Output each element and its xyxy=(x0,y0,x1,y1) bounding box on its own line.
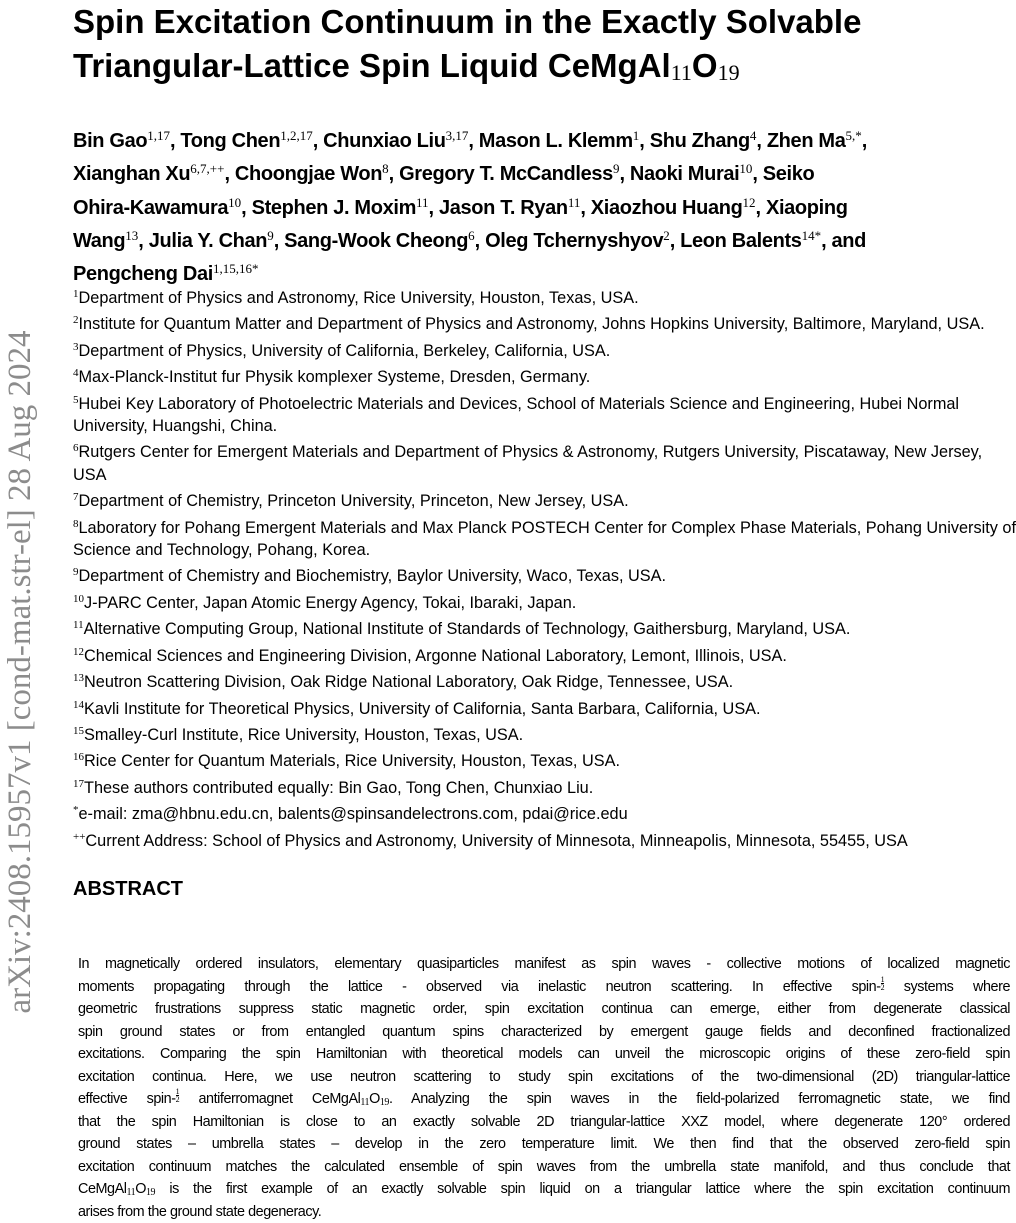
separator: , xyxy=(313,130,323,152)
text-run: is the first example of an exactly solvable spin liquid on a triangular lattice where the spin excitation continuum xyxy=(155,1181,1010,1197)
separator: , xyxy=(224,163,234,185)
abstract-line xyxy=(78,1088,1010,1111)
affiliation-number: 4 xyxy=(73,367,79,379)
affiliation-number: 1 xyxy=(73,288,79,300)
author-line xyxy=(73,122,1016,155)
affiliation-item xyxy=(73,283,1016,309)
text-run: moments propagating through the lattice - observed via inelastic neutron scattering. In effective spin- xyxy=(78,979,881,995)
text-run: Triangular-Lattice Spin Liquid CeMgAl xyxy=(73,47,671,84)
paper-title xyxy=(73,0,1013,95)
affiliation-number: 11 xyxy=(73,619,84,631)
affiliation-item xyxy=(73,614,1016,640)
text-run: arises from the ground state degeneracy. xyxy=(78,1204,321,1220)
text-run: excitation continua. Here, we use neutron scattering to study spin excitations of the two-dimensional (2D) triangular-lattice xyxy=(78,1069,1010,1085)
author-name: Xiaozhou Huang xyxy=(591,197,743,219)
author-affiliation-marks: 1,15,16* xyxy=(213,261,259,276)
affiliation-text: Neutron Scattering Division, Oak Ridge National Laboratory, Oak Ridge, Tennessee, USA. xyxy=(84,673,733,691)
author-name: Shu Zhang xyxy=(650,130,750,152)
author-line xyxy=(73,189,1016,222)
abstract-heading: ABSTRACT xyxy=(73,878,183,901)
affiliation-item xyxy=(73,826,1016,852)
affiliation-item xyxy=(73,694,1016,720)
separator: , xyxy=(170,130,180,152)
subscript: 11 xyxy=(360,1097,369,1108)
separator: , xyxy=(756,197,766,219)
author-affiliation-marks: 5,* xyxy=(845,128,861,143)
author-name: Mason L. Klemm xyxy=(479,130,633,152)
affiliation-number: 12 xyxy=(73,646,84,658)
numerator: 1 xyxy=(176,1088,180,1095)
denominator: 2 xyxy=(176,1095,180,1103)
separator: , xyxy=(619,163,629,185)
affiliation-number: * xyxy=(73,804,79,816)
author-name: Xiaoping xyxy=(766,197,848,219)
separator: , xyxy=(580,197,590,219)
affiliation-number: 6 xyxy=(73,442,79,454)
affiliation-number: 3 xyxy=(73,341,79,353)
author-name: Jason T. Ryan xyxy=(439,197,568,219)
text-run: In magnetically ordered insulators, elementary quasiparticles manifest as spin waves - collective motions of localized magnetic xyxy=(78,956,1010,972)
author-affiliation-marks: 3,17 xyxy=(446,128,469,143)
abstract-line xyxy=(78,1201,1010,1223)
text-run: that the spin Hamiltonian is close to an exactly solvable 2D triangular-lattice XXZ model, where degenerate 120° ordered xyxy=(78,1114,1010,1130)
affiliation-item xyxy=(73,437,1016,486)
author-affiliation-marks: 11 xyxy=(416,195,429,210)
text-run: CeMgAl xyxy=(78,1181,126,1197)
affiliation-text: These authors contributed equally: Bin Gao, Tong Chen, Chunxiao Liu. xyxy=(84,779,593,797)
separator: , xyxy=(241,197,251,219)
numerator: 1 xyxy=(881,976,885,983)
affiliation-item xyxy=(73,799,1016,825)
author-name: Tong Chen xyxy=(180,130,280,152)
author-affiliation-marks: 1 xyxy=(633,128,640,143)
affiliation-item xyxy=(73,389,1016,438)
affiliation-number: 14 xyxy=(73,699,84,711)
separator: , and xyxy=(821,230,866,252)
affiliation-number: 15 xyxy=(73,725,84,737)
affiliation-text: Chemical Sciences and Engineering Division, Argonne National Laboratory, Lemont, Illinois, USA. xyxy=(84,647,787,665)
abstract xyxy=(78,953,1010,1223)
affiliation-text: Department of Chemistry, Princeton University, Princeton, New Jersey, USA. xyxy=(79,492,629,510)
author-name: Julia Y. Chan xyxy=(149,230,267,252)
author-affiliation-marks: 1,17 xyxy=(147,128,170,143)
author-name: Chunxiao Liu xyxy=(323,130,445,152)
abstract-line xyxy=(78,1178,1010,1201)
text-run: excitations. Comparing the spin Hamiltonian with theoretical models can unveil the microscopic origins of these zero-field spin xyxy=(78,1046,1010,1062)
affiliation-text: Current Address: School of Physics and Astronomy, University of Minnesota, Minneapolis, Minnesota, 55455, USA xyxy=(85,832,907,850)
text-run: geometric frustrations suppress static magnetic order, spin excitation continua can emerge, either from degenerate classical xyxy=(78,1001,1010,1017)
author-affiliation-marks: 8 xyxy=(382,161,389,176)
author-affiliation-marks: 9 xyxy=(267,228,274,243)
title-line-1: Spin Excitation Continuum in the Exactly Solvable xyxy=(73,0,1013,44)
subscript: 19 xyxy=(146,1187,155,1198)
author-name: Bin Gao xyxy=(73,130,147,152)
author-affiliation-marks: 10 xyxy=(739,161,752,176)
separator: , xyxy=(670,230,680,252)
author-name: Naoki Murai xyxy=(630,163,740,185)
affiliation-number: ++ xyxy=(73,831,85,843)
text-run: . Analyzing the spin waves in the field-polarized ferromagnetic state, we find xyxy=(389,1091,1010,1107)
affiliation-number: 13 xyxy=(73,672,84,684)
affiliation-text: Department of Chemistry and Biochemistry, Baylor University, Waco, Texas, USA. xyxy=(79,567,667,585)
separator xyxy=(814,163,819,185)
author-affiliation-marks: 1,2,17 xyxy=(280,128,313,143)
author-affiliation-marks: 6 xyxy=(468,228,475,243)
affiliation-number: 2 xyxy=(73,314,79,326)
abstract-line xyxy=(78,1156,1010,1179)
author-name: Stephen J. Moxim xyxy=(252,197,416,219)
separator: , xyxy=(752,163,762,185)
affiliation-text: Hubei Key Laboratory of Photoelectric Materials and Devices, School of Materials Science and Engineering, Hubei Normal University, Huangshi, China. xyxy=(73,395,959,435)
text-run: ground states – umbrella states – develop in the zero temperature limit. We then find that the observed zero-field spin xyxy=(78,1136,1010,1152)
author-affiliation-marks: 2 xyxy=(663,228,670,243)
author-affiliation-marks: 14* xyxy=(802,228,822,243)
author-list xyxy=(73,122,1016,288)
affiliation-list xyxy=(73,283,1016,852)
author-name: Leon Balents xyxy=(680,230,801,252)
affiliation-item xyxy=(73,486,1016,512)
affiliation-text: Rutgers Center for Emergent Materials and Department of Physics & Astronomy, Rutgers University, Piscataway, New Jersey, USA xyxy=(73,443,982,483)
affiliation-number: 7 xyxy=(73,491,79,503)
affiliation-item xyxy=(73,336,1016,362)
subscript: 19 xyxy=(380,1097,389,1108)
text-run: effective spin- xyxy=(78,1091,176,1107)
affiliation-item xyxy=(73,561,1016,587)
author-affiliation-marks: 10 xyxy=(228,195,241,210)
author-name: Pengcheng Dai xyxy=(73,263,213,285)
affiliation-item xyxy=(73,588,1016,614)
author-affiliation-marks: 11 xyxy=(568,195,581,210)
affiliation-number: 9 xyxy=(73,566,79,578)
author-name: Zhen Ma xyxy=(767,130,846,152)
separator: , xyxy=(389,163,399,185)
author-line xyxy=(73,155,1016,188)
affiliation-item xyxy=(73,773,1016,799)
text-run: systems where xyxy=(884,979,1010,995)
affiliation-text: Department of Physics and Astronomy, Rice University, Houston, Texas, USA. xyxy=(79,289,639,307)
abstract-line xyxy=(78,1133,1010,1156)
author-name: Xianghan Xu xyxy=(73,163,190,185)
author-name: Gregory T. McCandless xyxy=(399,163,613,185)
author-name: Ohira-Kawamura xyxy=(73,197,228,219)
author-affiliation-marks: 13 xyxy=(125,228,138,243)
author-name: Choongjae Won xyxy=(235,163,382,185)
affiliation-text: Smalley-Curl Institute, Rice University, Houston, Texas, USA. xyxy=(84,726,523,744)
subscript: 19 xyxy=(718,60,740,85)
abstract-line xyxy=(78,976,1010,999)
affiliation-number: 17 xyxy=(73,778,84,790)
separator: , xyxy=(274,230,284,252)
abstract-line xyxy=(78,998,1010,1021)
author-name: Sang-Wook Cheong xyxy=(284,230,468,252)
affiliation-text: J-PARC Center, Japan Atomic Energy Agency, Tokai, Ibaraki, Japan. xyxy=(84,594,576,612)
separator: , xyxy=(756,130,766,152)
separator: , xyxy=(138,230,148,252)
affiliation-item xyxy=(73,362,1016,388)
denominator: 2 xyxy=(881,983,885,991)
affiliation-text: e-mail: zma@hbnu.edu.cn, balents@spinsandelectrons.com, pdai@rice.edu xyxy=(79,805,628,823)
separator: , xyxy=(429,197,439,219)
abstract-line xyxy=(78,953,1010,976)
abstract-line xyxy=(78,1021,1010,1044)
text-run: antiferromagnet CeMgAl xyxy=(179,1091,360,1107)
affiliation-text: Institute for Quantum Matter and Department of Physics and Astronomy, Johns Hopkins University, Baltimore, Maryland, USA. xyxy=(79,315,985,333)
affiliation-item xyxy=(73,641,1016,667)
separator: , xyxy=(862,130,867,152)
text-run: O xyxy=(369,1091,380,1107)
affiliation-text: Kavli Institute for Theoretical Physics, University of California, Santa Barbara, California, USA. xyxy=(84,700,761,718)
affiliation-item xyxy=(73,667,1016,693)
affiliation-text: Rice Center for Quantum Materials, Rice University, Houston, Texas, USA. xyxy=(84,752,620,770)
title-line-2 xyxy=(73,44,1013,95)
author-line xyxy=(73,222,1016,255)
separator: , xyxy=(475,230,485,252)
author-name: Seiko xyxy=(763,163,815,185)
author-name: Wang xyxy=(73,230,125,252)
affiliation-text: Laboratory for Pohang Emergent Materials and Max Planck POSTECH Center for Complex Phase Materials, Pohang University of Science and Technology, Pohang, Korea. xyxy=(73,519,1016,559)
affiliation-item xyxy=(73,513,1016,562)
affiliation-text: Department of Physics, University of California, Berkeley, California, USA. xyxy=(79,342,611,360)
author-affiliation-marks: 9 xyxy=(613,161,620,176)
author-affiliation-marks: 6,7,++ xyxy=(190,161,224,176)
affiliation-number: 16 xyxy=(73,751,84,763)
text-run: spin ground states or from entangled quantum spins characterized by emergent gauge fields and deconfined fractionalized xyxy=(78,1024,1010,1040)
affiliation-text: Max-Planck-Institut fur Physik komplexer Systeme, Dresden, Germany. xyxy=(79,368,591,386)
affiliation-item xyxy=(73,309,1016,335)
separator: , xyxy=(639,130,649,152)
subscript: 11 xyxy=(126,1187,135,1198)
abstract-line xyxy=(78,1111,1010,1134)
separator: , xyxy=(468,130,478,152)
author-affiliation-marks: 12 xyxy=(743,195,756,210)
arxiv-stamp: arXiv:2408.15957v1 [cond-mat.str-el] 28 Aug 2024 xyxy=(0,232,42,1112)
author-affiliation-marks: 4 xyxy=(750,128,757,143)
abstract-line xyxy=(78,1066,1010,1089)
affiliation-item xyxy=(73,746,1016,772)
abstract-line xyxy=(78,1043,1010,1066)
text-run: O xyxy=(692,47,718,84)
affiliation-text: Alternative Computing Group, National Institute of Standards of Technology, Gaithersburg, Maryland, USA. xyxy=(84,620,851,638)
author-name: Oleg Tchernyshyov xyxy=(485,230,663,252)
affiliation-number: 5 xyxy=(73,394,79,406)
subscript: 11 xyxy=(671,60,692,85)
text-run: excitation continuum matches the calculated ensemble of spin waves from the umbrella state manifold, and thus conclude that xyxy=(78,1159,1010,1175)
text-run: O xyxy=(135,1181,146,1197)
affiliation-item xyxy=(73,720,1016,746)
affiliation-number: 10 xyxy=(73,593,84,605)
affiliation-number: 8 xyxy=(73,518,79,530)
